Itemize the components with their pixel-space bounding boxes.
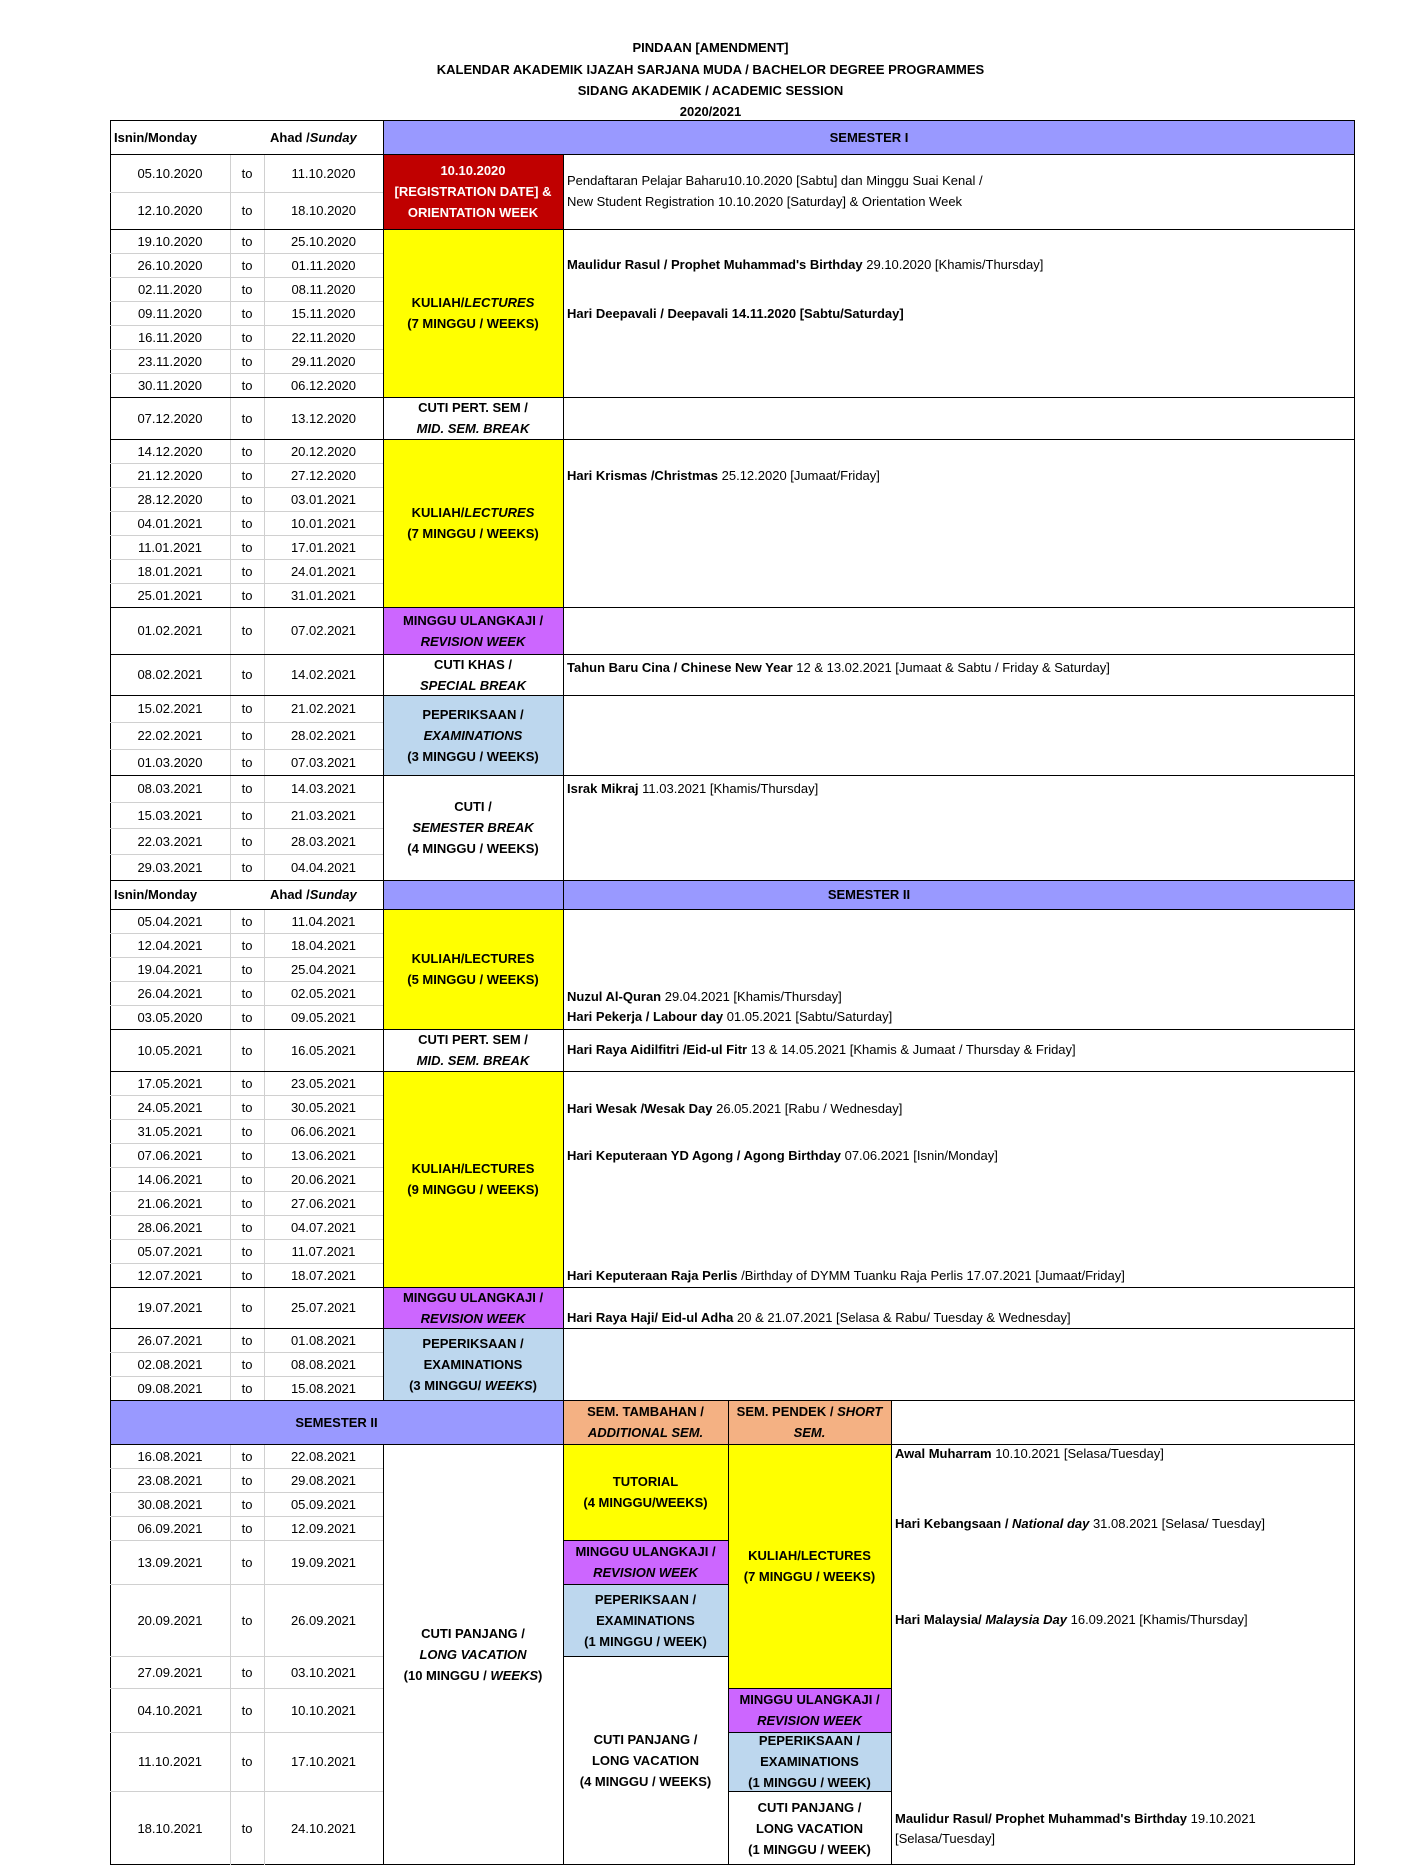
monday-date: 04.10.2021 <box>137 1702 203 1718</box>
to-label: to <box>241 329 253 345</box>
grid-line <box>110 120 111 1865</box>
sunday-date: 03.01.2021 <box>290 491 357 507</box>
special-break-cell: CUTI KHAS / SPECIAL BREAK <box>420 656 526 693</box>
monday-date: 20.09.2021 <box>137 1612 203 1628</box>
grid-line <box>230 1444 231 1865</box>
monday-date: 12.10.2020 <box>137 203 203 218</box>
grid-line <box>110 1071 1355 1072</box>
sunday-date: 18.07.2021 <box>290 1267 357 1283</box>
grid-line <box>110 1540 383 1541</box>
grid-line <box>110 439 1355 440</box>
sunday-date: 12.09.2021 <box>290 1520 357 1536</box>
to-label: to <box>241 1520 253 1536</box>
sunday-date: 18.10.2020 <box>290 203 357 218</box>
note-israk-mikraj: Israk Mikraj 11.03.2021 [Khamis/Thursday] <box>567 781 819 796</box>
sunday-date: 29.11.2020 <box>291 353 356 369</box>
grid-line <box>110 1444 1355 1445</box>
monday-date: 12.07.2021 <box>137 1267 203 1283</box>
monday-date: 15.02.2021 <box>137 701 203 716</box>
lectures-cell-4: KULIAH/LECTURES (9 MINGGU / WEEKS) <box>383 1071 563 1287</box>
to-label: to <box>241 305 253 321</box>
note-registration-line-2: New Student Registration 10.10.2020 [Saturday] & Orientation Week <box>567 194 963 209</box>
monday-date: 14.12.2020 <box>137 443 203 459</box>
monday-date: 01.02.2021 <box>137 623 203 638</box>
monday-date: 03.05.2020 <box>137 1009 203 1025</box>
sunday-date: 09.05.2021 <box>290 1009 357 1025</box>
sunday-date: 31.01.2021 <box>290 587 357 603</box>
monday-date: 28.06.2021 <box>137 1219 203 1235</box>
to-label: to <box>241 781 253 796</box>
to-label: to <box>241 807 253 823</box>
grid-line <box>264 154 265 880</box>
grid-line <box>110 559 383 560</box>
sunday-date: 24.01.2021 <box>290 563 357 579</box>
monday-date: 17.05.2021 <box>137 1075 203 1091</box>
semester-break-cell: CUTI / SEMESTER BREAK (4 MINGGU / WEEKS) <box>407 799 539 856</box>
to-label: to <box>241 1754 253 1769</box>
note-malaysia-day: Hari Malaysia/ Malaysia Day 16.09.2021 [Khamis/Thursday] <box>895 1612 1248 1627</box>
to-label: to <box>241 1664 253 1680</box>
note-maulidur-rasul-2021: Maulidur Rasul/ Prophet Muhammad's Birthday 19.10.2021 <box>895 1811 1256 1826</box>
note-christmas: Hari Krismas /Christmas 25.12.2020 [Jumaat/Friday] <box>567 468 880 483</box>
sunday-date: 16.05.2021 <box>290 1042 357 1058</box>
sunday-date: 06.12.2020 <box>290 377 357 393</box>
grid-line <box>110 1167 383 1168</box>
grid-line <box>110 373 383 374</box>
to-label: to <box>241 961 253 977</box>
monday-date: 18.10.2021 <box>137 1820 203 1836</box>
monday-date: 08.03.2021 <box>137 781 203 796</box>
grid-line <box>563 1540 728 1541</box>
sunday-date: 01.08.2021 <box>290 1332 357 1348</box>
grid-line <box>110 1215 383 1216</box>
monday-date: 09.08.2021 <box>137 1380 203 1396</box>
note-nuzul-al-quran: Nuzul Al-Quran 29.04.2021 [Khamis/Thursday] <box>567 989 842 1004</box>
monday-date: 02.08.2021 <box>137 1356 203 1372</box>
to-label: to <box>241 1332 253 1348</box>
to-label: to <box>241 1147 253 1163</box>
grid-line <box>110 828 383 829</box>
grid-line <box>110 854 383 855</box>
sunday-date: 11.07.2021 <box>291 1243 356 1259</box>
grid-line <box>1354 120 1355 1865</box>
note-maulidur-rasul-2021-day: [Selasa/Tuesday] <box>895 1831 995 1846</box>
to-label: to <box>241 1267 253 1283</box>
monday-date: 25.01.2021 <box>137 587 203 603</box>
to-label: to <box>241 257 253 273</box>
to-label: to <box>241 1300 253 1315</box>
grid-line <box>110 397 1355 398</box>
grid-line <box>230 154 231 880</box>
grid-line <box>110 695 1355 696</box>
grid-line <box>563 1656 728 1657</box>
grid-line <box>110 749 383 750</box>
sunday-date: 04.07.2021 <box>290 1219 357 1235</box>
monday-date: 15.03.2021 <box>137 807 203 823</box>
sunday-date: 28.02.2021 <box>290 728 357 743</box>
note-registration-line-1: Pendaftaran Pelajar Baharu10.10.2020 [Sabtu] dan Minggu Suai Kenal / <box>567 173 983 188</box>
to-label: to <box>241 203 253 218</box>
title-line-3: SIDANG AKADEMIK / ACADEMIC SESSION <box>577 83 844 98</box>
sunday-date: 14.02.2021 <box>290 667 357 682</box>
monday-date: 21.12.2020 <box>137 467 203 483</box>
grid-line <box>563 154 564 1400</box>
header-monday: Isnin/Monday <box>114 129 198 145</box>
short-sem-revision-cell: MINGGU ULANGKAJI / REVISION WEEK <box>728 1688 891 1732</box>
note-labour-day: Hari Pekerja / Labour day 01.05.2021 [Sabtu/Saturday] <box>567 1009 893 1024</box>
to-label: to <box>241 410 253 426</box>
monday-date: 24.05.2021 <box>137 1099 203 1115</box>
note-eid-ul-adha: Hari Raya Haji/ Eid-ul Adha 20 & 21.07.2021 [Selasa & Rabu/ Tuesday & Wednesday] <box>567 1310 1071 1325</box>
to-label: to <box>241 1243 253 1259</box>
header-monday-2: Isnin/Monday <box>114 887 198 902</box>
grid-line <box>110 1239 383 1240</box>
to-label: to <box>241 443 253 459</box>
grid-line <box>383 120 384 1400</box>
grid-line <box>563 1400 564 1865</box>
sunday-date: 10.10.2021 <box>290 1702 357 1718</box>
title-line-1: PINDAAN [AMENDMENT] <box>632 40 789 55</box>
to-label: to <box>241 1075 253 1091</box>
note-agong-birthday: Hari Keputeraan YD Agong / Agong Birthday 07.06.2021 [Isnin/Monday] <box>567 1148 998 1163</box>
monday-date: 22.03.2021 <box>137 833 203 849</box>
to-label: to <box>241 165 253 181</box>
grid-line <box>110 1287 1355 1288</box>
to-label: to <box>241 1356 253 1372</box>
short-sem-lectures-cell: KULIAH/LECTURES (7 MINGGU / WEEKS) <box>728 1444 891 1688</box>
sunday-date: 11.10.2020 <box>291 165 356 181</box>
grid-line <box>110 981 383 982</box>
grid-line <box>110 349 383 350</box>
grid-line <box>110 535 383 536</box>
grid-line <box>728 1791 891 1792</box>
tutorial-cell: TUTORIAL (4 MINGGU/WEEKS) <box>563 1444 728 1540</box>
to-label: to <box>241 1195 253 1211</box>
monday-date: 26.04.2021 <box>137 985 203 1001</box>
grid-line <box>110 1352 383 1353</box>
monday-date: 18.01.2021 <box>137 563 203 579</box>
grid-line <box>110 463 383 464</box>
grid-line <box>110 154 1355 155</box>
to-label: to <box>241 913 253 929</box>
additional-revision-cell: MINGGU ULANGKAJI / REVISION WEEK <box>563 1540 728 1584</box>
grid-line <box>264 909 265 1400</box>
monday-date: 12.04.2021 <box>137 937 203 953</box>
to-label: to <box>241 1820 253 1836</box>
additional-sem-label: SEM. TAMBAHAN / ADDITIONAL SEM. <box>587 1404 704 1440</box>
to-label: to <box>241 1099 253 1115</box>
monday-date: 30.11.2020 <box>137 377 203 393</box>
sunday-date: 20.06.2021 <box>290 1171 357 1187</box>
grid-line <box>110 1119 383 1120</box>
to-label: to <box>241 859 253 875</box>
sunday-date: 17.10.2021 <box>290 1754 357 1769</box>
grid-line <box>110 957 383 958</box>
title-line-2: KALENDAR AKADEMIK IJAZAH SARJANA MUDA / BACHELOR DEGREE PROGRAMMES <box>436 62 985 77</box>
grid-line <box>110 583 383 584</box>
grid-line <box>110 301 383 302</box>
sunday-date: 18.04.2021 <box>290 937 357 953</box>
sunday-date: 05.09.2021 <box>290 1496 357 1512</box>
to-label: to <box>241 587 253 603</box>
to-label: to <box>241 467 253 483</box>
monday-date: 23.08.2021 <box>137 1472 203 1488</box>
sunday-date: 22.11.2020 <box>291 329 356 345</box>
monday-date: 23.11.2020 <box>137 353 203 369</box>
title-line-4: 2020/2021 <box>679 104 742 119</box>
monday-date: 05.07.2021 <box>137 1243 203 1259</box>
to-label: to <box>241 833 253 849</box>
grid-line <box>110 487 383 488</box>
mid-sem-break-cell-1: CUTI PERT. SEM / MID. SEM. BREAK <box>416 400 530 436</box>
monday-date: 04.01.2021 <box>137 515 203 531</box>
grid-line <box>383 1444 384 1865</box>
monday-date: 09.11.2020 <box>137 305 203 321</box>
grid-line <box>110 909 1355 910</box>
long-vacation-cell: CUTI PANJANG / LONG VACATION (10 MINGGU / WEEKS) <box>403 1626 543 1683</box>
to-label: to <box>241 985 253 1001</box>
to-label: to <box>241 1380 253 1396</box>
grid-line <box>110 1095 383 1096</box>
sunday-date: 22.08.2021 <box>290 1448 357 1464</box>
to-label: to <box>241 1171 253 1187</box>
grid-line <box>110 933 383 934</box>
monday-date: 19.07.2021 <box>137 1300 203 1315</box>
sunday-date: 28.03.2021 <box>290 833 357 849</box>
sunday-date: 07.02.2021 <box>290 623 357 638</box>
grid-line <box>110 325 383 326</box>
monday-date: 31.05.2021 <box>137 1123 203 1139</box>
to-label: to <box>241 515 253 531</box>
monday-date: 11.10.2021 <box>137 1754 203 1769</box>
grid-line <box>110 192 383 193</box>
grid-line <box>110 1400 1355 1401</box>
grid-line <box>110 1029 1355 1030</box>
note-national-day: Hari Kebangsaan / National day 31.08.2021 [Selasa/ Tuesday] <box>895 1516 1265 1531</box>
revision-week-cell-2: MINGGU ULANGKAJI / REVISION WEEK <box>383 1287 563 1328</box>
monday-date: 07.12.2020 <box>137 410 203 426</box>
monday-date: 10.05.2021 <box>137 1042 203 1058</box>
to-label: to <box>241 1496 253 1512</box>
short-sem-examinations-cell: PEPERIKSAAN / EXAMINATIONS (1 MINGGU / WEEK) <box>728 1732 891 1791</box>
semester-2-bottom-label: SEMESTER II <box>295 1414 378 1430</box>
note-raja-perlis-birthday: Hari Keputeraan Raja Perlis /Birthday of DYMM Tuanku Raja Perlis 17.07.2021 [Jumaat/Friday] <box>567 1268 1125 1283</box>
grid-line <box>110 1584 383 1585</box>
to-label: to <box>241 754 253 770</box>
sunday-date: 06.06.2021 <box>290 1123 357 1139</box>
grid-line <box>110 1732 383 1733</box>
sunday-date: 01.11.2020 <box>291 257 356 273</box>
to-label: to <box>241 1702 253 1718</box>
grid-line <box>110 120 1355 121</box>
grid-line <box>110 1468 383 1469</box>
sunday-date: 15.08.2021 <box>290 1380 357 1396</box>
sunday-date: 27.06.2021 <box>290 1195 357 1211</box>
grid-line <box>110 1328 1355 1329</box>
to-label: to <box>241 1009 253 1025</box>
monday-date: 05.10.2020 <box>137 165 203 181</box>
to-label: to <box>241 1612 253 1628</box>
mid-sem-break-cell-2: CUTI PERT. SEM / MID. SEM. BREAK <box>416 1032 530 1068</box>
to-label: to <box>241 539 253 555</box>
sunday-date: 17.01.2021 <box>290 539 357 555</box>
lectures-cell-3: KULIAH/LECTURES (5 MINGGU / WEEKS) <box>383 909 563 1029</box>
lectures-cell-1: KULIAH/LECTURES (7 MINGGU / WEEKS) <box>383 229 563 397</box>
grid-line <box>891 1400 892 1865</box>
monday-date: 13.09.2021 <box>137 1554 203 1570</box>
monday-date: 07.06.2021 <box>137 1147 203 1163</box>
registration-cell: 10.10.2020 [REGISTRATION DATE] & ORIENTATION WEEK <box>383 154 563 229</box>
grid-line <box>728 1400 729 1865</box>
grid-line <box>110 654 1355 655</box>
lectures-cell-2: KULIAH/LECTURES (7 MINGGU / WEEKS) <box>383 439 563 607</box>
short-sem-label: SEM. PENDEK / SHORT SEM. <box>736 1404 883 1440</box>
grid-line <box>110 1005 383 1006</box>
short-sem-long-vacation-cell: CUTI PANJANG / LONG VACATION (1 MINGGU / WEEK) <box>748 1799 871 1857</box>
sunday-date: 04.04.2021 <box>290 859 357 875</box>
additional-long-vacation-cell: CUTI PANJANG / LONG VACATION (4 MINGGU / WEEKS) <box>579 1732 712 1789</box>
to-label: to <box>241 1042 253 1058</box>
header-sunday: Ahad / Sunday <box>270 129 357 145</box>
to-label: to <box>241 937 253 953</box>
grid-line <box>110 1688 383 1689</box>
sunday-date: 03.10.2021 <box>290 1664 357 1680</box>
grid-line <box>264 1444 265 1865</box>
to-label: to <box>241 563 253 579</box>
note-wesak-day: Hari Wesak /Wesak Day 26.05.2021 [Rabu / Wednesday] <box>567 1101 903 1116</box>
grid-line <box>110 277 383 278</box>
monday-date: 02.11.2020 <box>137 281 203 297</box>
grid-line <box>110 1191 383 1192</box>
sunday-date: 23.05.2021 <box>290 1075 357 1091</box>
monday-date: 28.12.2020 <box>137 491 203 507</box>
grid-line <box>230 909 231 1400</box>
note-chinese-new-year: Tahun Baru Cina / Chinese New Year 12 & 13.02.2021 [Jumaat & Sabtu / Friday & Saturday] <box>567 660 1110 675</box>
sunday-date: 25.10.2020 <box>290 233 357 249</box>
monday-date: 06.09.2021 <box>137 1520 203 1536</box>
grid-line <box>110 880 1355 881</box>
to-label: to <box>241 1554 253 1570</box>
monday-date: 08.02.2021 <box>137 667 203 682</box>
grid-line <box>110 722 383 723</box>
note-eid-ul-fitr: Hari Raya Aidilfitri /Eid-ul Fitr 13 & 14.05.2021 [Khamis & Jumaat / Thursday & Friday] <box>567 1042 1076 1057</box>
monday-date: 26.10.2020 <box>137 257 203 273</box>
grid-line <box>110 1516 383 1517</box>
semester-1-label: SEMESTER I <box>829 129 909 145</box>
grid-line <box>110 775 1355 776</box>
monday-date: 29.03.2021 <box>137 859 203 875</box>
grid-line <box>110 229 1355 230</box>
note-awal-muharram: Awal Muharram 10.10.2021 [Selasa/Tuesday] <box>895 1446 1164 1461</box>
sunday-date: 14.03.2021 <box>290 781 357 796</box>
monday-date: 11.01.2021 <box>137 539 203 555</box>
sunday-date: 02.05.2021 <box>290 985 357 1001</box>
sunday-date: 11.04.2021 <box>291 913 356 929</box>
grid-line <box>728 1732 891 1733</box>
to-label: to <box>241 728 253 743</box>
sunday-date: 19.09.2021 <box>290 1554 357 1570</box>
monday-date: 19.04.2021 <box>137 961 203 977</box>
to-label: to <box>241 353 253 369</box>
to-label: to <box>241 1219 253 1235</box>
monday-date: 19.10.2020 <box>137 233 203 249</box>
monday-date: 26.07.2021 <box>137 1332 203 1348</box>
to-label: to <box>241 1448 253 1464</box>
to-label: to <box>241 1123 253 1139</box>
additional-examinations-cell: PEPERIKSAAN / EXAMINATIONS (1 MINGGU / WEEK) <box>563 1584 728 1656</box>
monday-date: 21.06.2021 <box>137 1195 203 1211</box>
grid-line <box>110 1656 383 1657</box>
sunday-date: 07.03.2021 <box>290 754 357 770</box>
monday-date: 16.08.2021 <box>137 1448 203 1464</box>
grid-line <box>728 1688 891 1689</box>
note-maulidur-rasul-2020: Maulidur Rasul / Prophet Muhammad's Birthday 29.10.2020 [Khamis/Thursday] <box>567 257 1044 272</box>
grid-line <box>110 802 383 803</box>
to-label: to <box>241 1472 253 1488</box>
sunday-date: 24.10.2021 <box>290 1820 357 1836</box>
grid-line <box>110 511 383 512</box>
sunday-date: 30.05.2021 <box>290 1099 357 1115</box>
sunday-date: 27.12.2020 <box>290 467 357 483</box>
monday-date: 14.06.2021 <box>137 1171 203 1187</box>
to-label: to <box>241 491 253 507</box>
sunday-date: 25.04.2021 <box>290 961 357 977</box>
sunday-date: 26.09.2021 <box>290 1612 357 1628</box>
to-label: to <box>241 281 253 297</box>
sunday-date: 13.06.2021 <box>290 1147 357 1163</box>
sunday-date: 13.12.2020 <box>290 410 357 426</box>
sunday-date: 08.08.2021 <box>290 1356 357 1372</box>
grid-line <box>110 1143 383 1144</box>
monday-date: 05.04.2021 <box>137 913 203 929</box>
sunday-date: 21.03.2021 <box>290 807 357 823</box>
sunday-date: 08.11.2020 <box>291 281 356 297</box>
sunday-date: 15.11.2020 <box>291 305 356 321</box>
to-label: to <box>241 233 253 249</box>
to-label: to <box>241 623 253 638</box>
sunday-date: 10.01.2021 <box>290 515 357 531</box>
grid-line <box>110 1791 383 1792</box>
grid-line <box>110 1376 383 1377</box>
note-deepavali: Hari Deepavali / Deepavali 14.11.2020 [Sabtu/Saturday] <box>567 306 904 321</box>
to-label: to <box>241 667 253 682</box>
grid-line <box>110 1492 383 1493</box>
monday-date: 27.09.2021 <box>137 1664 203 1680</box>
sunday-date: 20.12.2020 <box>290 443 357 459</box>
monday-date: 16.11.2020 <box>137 329 203 345</box>
sunday-date: 29.08.2021 <box>290 1472 357 1488</box>
revision-week-cell-1: MINGGU ULANGKAJI / REVISION WEEK <box>383 607 563 654</box>
header-sunday-2: Ahad / Sunday <box>270 887 357 902</box>
monday-date: 30.08.2021 <box>137 1496 203 1512</box>
to-label: to <box>241 701 253 716</box>
grid-line <box>110 1263 383 1264</box>
grid-line <box>110 253 383 254</box>
grid-line <box>110 607 1355 608</box>
examinations-cell-1: PEPERIKSAAN / EXAMINATIONS (3 MINGGU / WEEKS) <box>383 695 563 775</box>
grid-line <box>563 1584 728 1585</box>
sunday-date: 21.02.2021 <box>290 701 357 716</box>
to-label: to <box>241 377 253 393</box>
monday-date: 22.02.2021 <box>137 728 203 743</box>
monday-date: 01.03.2020 <box>137 754 203 770</box>
semester-2-label: SEMESTER II <box>827 887 911 902</box>
sunday-date: 25.07.2021 <box>290 1300 357 1315</box>
examinations-cell-2: PEPERIKSAAN / EXAMINATIONS (3 MINGGU/ WEEKS) <box>383 1328 563 1400</box>
